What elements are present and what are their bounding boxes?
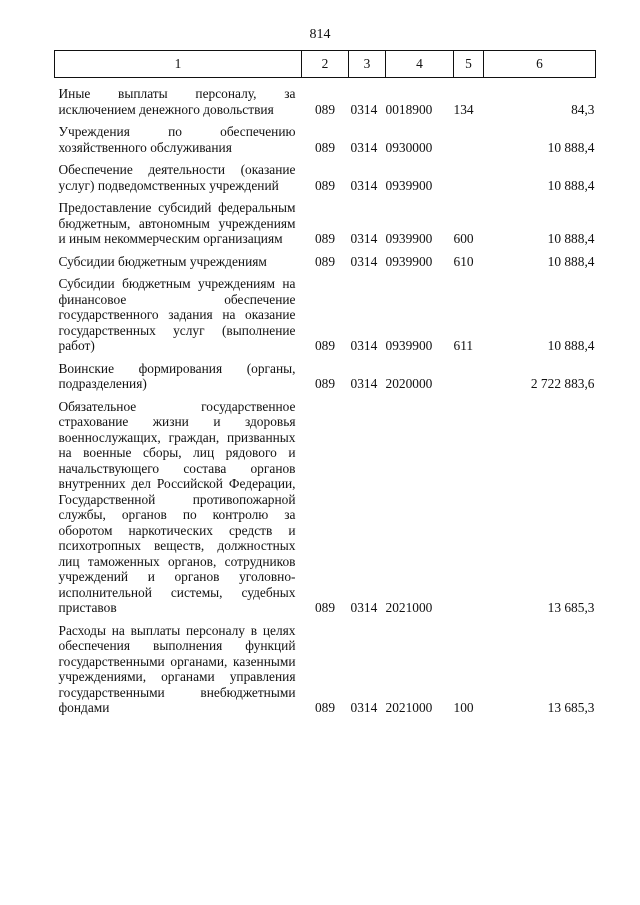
row-expense-type: 610 xyxy=(453,253,474,269)
table-row xyxy=(55,354,596,392)
row-section: 0314 xyxy=(350,253,378,269)
header-cell-name: 1 xyxy=(55,51,302,78)
header-cell-article: 4 xyxy=(386,51,454,78)
row-amount: 10 888,4 xyxy=(547,139,595,155)
row-expense-type: 134 xyxy=(453,101,474,117)
row-name: Субсидии бюджетным учреждениям на финансовое обеспечение государственного задания на оказание государственных услуг (выполнение работ) xyxy=(58,276,296,353)
row-section: 0314 xyxy=(350,177,378,193)
row-section: 0314 xyxy=(350,338,378,353)
row-ministry: 089 xyxy=(314,231,336,246)
table-row xyxy=(55,193,596,247)
table-header xyxy=(55,51,596,78)
row-article: 0939900 xyxy=(385,253,433,269)
row-name: Обеспечение деятельности (оказание услуг) подведомственных учреждений xyxy=(58,162,296,193)
table-row xyxy=(55,269,596,354)
row-article: 0939900 xyxy=(385,231,433,246)
row-name: Обязательное государственное страхование жизни и здоровья военнослужащих, граждан, призванных на военные сборы, лиц рядового и начальствующего состава органов внутренних дел Российской Федерации, Государственной противопожарной службы, органов по контролю за оборотом наркотических средств и психотропных веществ, должностных лиц таможенных органов, сотрудников учреждений и органов уголовно-исполнительной системы, судебных приставов xyxy=(58,398,296,615)
row-expense-type xyxy=(454,155,484,193)
row-article: 0018900 xyxy=(385,101,433,117)
row-section: 0314 xyxy=(350,139,378,155)
row-article: 2021000 xyxy=(385,600,433,615)
row-amount: 10 888,4 xyxy=(547,338,595,353)
table-body xyxy=(55,78,596,716)
row-section: 0314 xyxy=(350,231,378,246)
header-cell-type: 5 xyxy=(454,51,484,78)
row-amount: 2 722 883,6 xyxy=(530,376,595,391)
row-expense-type: 100 xyxy=(453,700,474,715)
header-cell-amount: 6 xyxy=(484,51,596,78)
page-number: 814 xyxy=(309,27,331,42)
row-ministry: 089 xyxy=(314,338,336,353)
row-amount: 84,3 xyxy=(571,101,595,117)
row-name: Субсидии бюджетным учреждениям xyxy=(58,253,267,269)
row-amount: 13 685,3 xyxy=(547,600,595,615)
row-name: Расходы на выплаты персоналу в целях обеспечения выполнения функций государственными органами, казенными учреждениями, органами управления государственными внебюджетными фондами xyxy=(58,622,296,715)
header-cell-section: 3 xyxy=(349,51,386,78)
row-ministry: 089 xyxy=(314,139,336,155)
row-section: 0314 xyxy=(350,101,378,117)
row-section: 0314 xyxy=(350,376,378,391)
row-article: 0939900 xyxy=(385,338,433,353)
row-ministry: 089 xyxy=(314,700,336,715)
table-row xyxy=(55,155,596,193)
table-row xyxy=(55,616,596,716)
budget-table xyxy=(54,50,596,716)
header-cell-ministry: 2 xyxy=(302,51,349,78)
row-name: Воинские формирования (органы, подразделения) xyxy=(58,360,296,391)
row-article: 0930000 xyxy=(385,139,433,155)
row-expense-type: 600 xyxy=(453,231,474,246)
row-name: Учреждения по обеспечению хозяйственного обслуживания xyxy=(58,124,296,155)
row-ministry: 089 xyxy=(314,177,336,193)
header-row xyxy=(55,51,596,78)
table-row xyxy=(55,78,596,118)
row-expense-type: 611 xyxy=(453,338,474,353)
row-amount: 13 685,3 xyxy=(547,700,595,715)
table-row xyxy=(55,247,596,270)
row-ministry: 089 xyxy=(314,600,336,615)
row-amount: 10 888,4 xyxy=(547,231,595,246)
row-article: 2021000 xyxy=(385,700,433,715)
row-name: Иные выплаты персоналу, за исключением денежного довольствия xyxy=(58,86,296,117)
table-row xyxy=(55,117,596,155)
row-ministry: 089 xyxy=(314,101,336,117)
row-section: 0314 xyxy=(350,600,378,615)
row-expense-type xyxy=(454,354,484,392)
row-ministry: 089 xyxy=(314,376,336,391)
row-name: Предоставление субсидий федеральным бюджетным, автономным учреждениям и иным некоммерческим организациям xyxy=(58,200,296,246)
row-article: 2020000 xyxy=(385,376,433,391)
row-expense-type xyxy=(454,392,484,616)
row-amount: 10 888,4 xyxy=(547,253,595,269)
row-section: 0314 xyxy=(350,700,378,715)
row-article: 0939900 xyxy=(385,177,433,193)
table-row xyxy=(55,392,596,616)
row-expense-type xyxy=(454,117,484,155)
row-ministry: 089 xyxy=(314,253,336,269)
row-amount: 10 888,4 xyxy=(547,177,595,193)
